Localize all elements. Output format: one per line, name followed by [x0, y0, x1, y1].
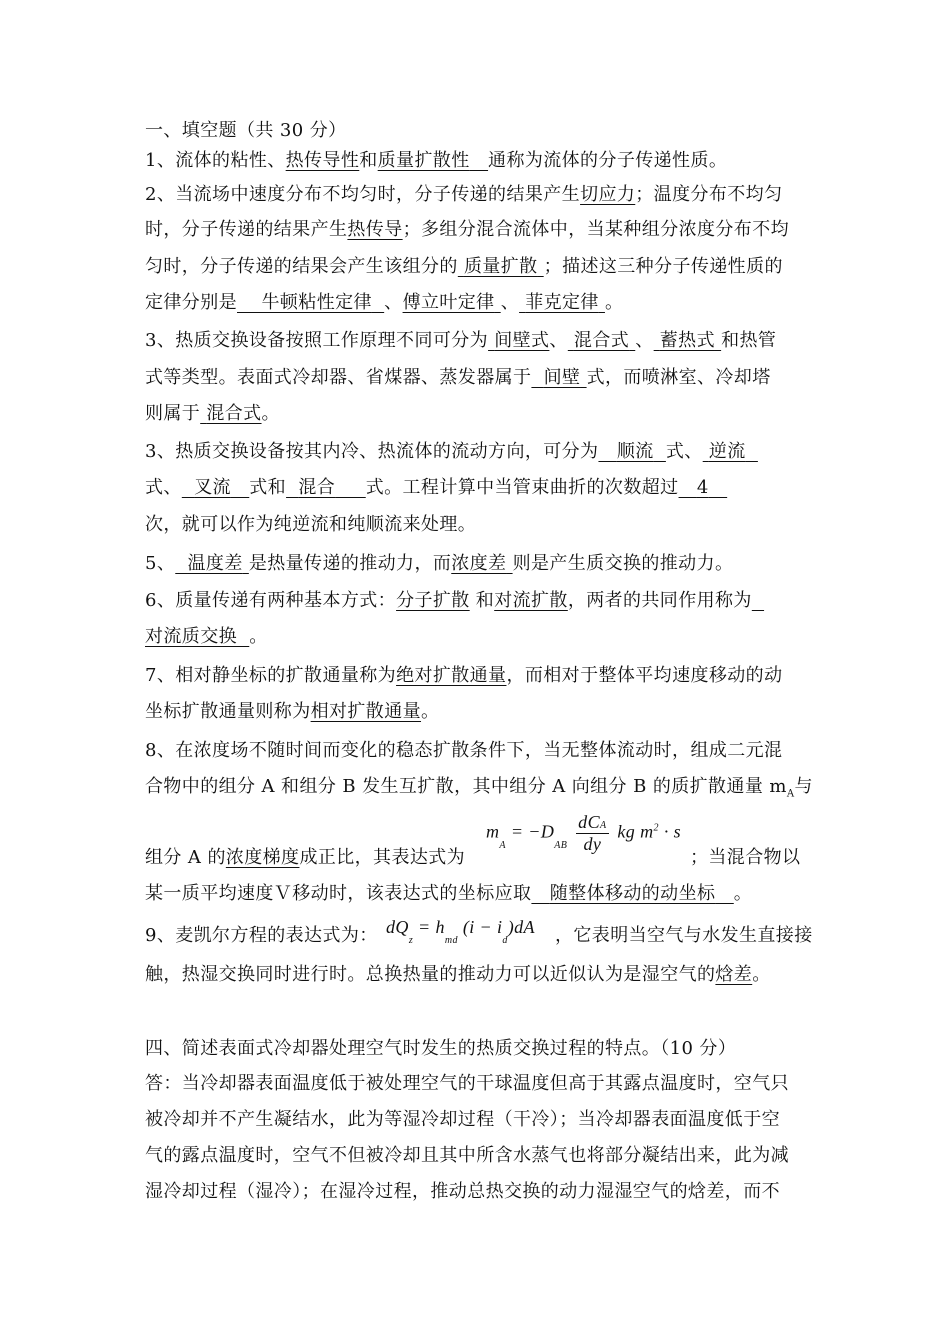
fraction-denominator: dy: [583, 834, 602, 854]
text: 答：当冷却器表面温度低于被处理空气的干球温度但高于其露点温度时，空气只: [145, 1073, 789, 1094]
answer-blank: 温度差: [187, 553, 243, 574]
answer-blank: 逆流: [708, 441, 746, 462]
text: 触，热湿交换同时进行时。总换热量的推动力可以近似认为是湿空气的: [145, 964, 716, 985]
formula-subscript: A: [499, 839, 506, 851]
question-8-line-3-tail: [690, 843, 800, 869]
question-6-line-1: [145, 586, 764, 612]
merkel-equation: [386, 917, 535, 946]
text: 。: [249, 626, 268, 647]
text: 湿冷却过程（湿冷）；在湿冷过程，推动总热交换的动力湿湿空气的焓差，而不: [145, 1181, 780, 1202]
answer-blank: 质量扩散性: [377, 150, 470, 171]
text: 。: [604, 292, 624, 313]
answer-blank: 傅立叶定律: [402, 292, 495, 313]
text: 、: [384, 292, 403, 313]
answer-blank: 浓度差: [451, 553, 507, 574]
question-7-line-2: [145, 697, 439, 723]
text: 3、热质交换设备按其内冷、热流体的流动方向，可分为: [145, 441, 599, 462]
answer-blank: 混合式: [206, 403, 262, 424]
text: ，而相对于整体平均速度移动的动: [506, 665, 783, 686]
text: 坐标扩散通量则称为: [145, 701, 311, 722]
formula-unit: · s: [663, 821, 682, 842]
text: 和: [359, 150, 378, 171]
text: 式、: [145, 477, 182, 498]
answer-blank: 焓差: [715, 964, 753, 985]
formula-subscript: AB: [554, 839, 568, 851]
question-2-line-2: [145, 215, 789, 241]
formula-term: (i − i: [462, 917, 503, 937]
answer-blank: 间壁式: [494, 330, 550, 351]
text: 。: [733, 883, 753, 904]
formula-exponent: 2: [653, 822, 659, 834]
text: ；温度分布不均匀: [635, 184, 783, 205]
subscript: A: [786, 788, 795, 800]
formula-symbol: m: [486, 821, 500, 842]
text: 、: [500, 292, 520, 313]
text: 被冷却并不产生凝结水，此为等湿冷却过程（干冷）；当冷却器表面温度低于空: [145, 1109, 780, 1130]
question-8-line-3: [145, 843, 465, 869]
answer-blank: 切应力: [580, 184, 636, 205]
formula-equals: = −D: [510, 821, 555, 842]
question-3b-line-3: [145, 510, 476, 536]
formula-symbol: dQ: [386, 917, 409, 937]
text: ，两者的共同作用称为: [567, 590, 752, 611]
answer-line-2: [145, 1105, 780, 1131]
formula-fraction: [576, 812, 608, 855]
answer-blank: 间壁: [543, 367, 581, 388]
text: ；当混合物以: [690, 847, 801, 868]
text: 则属于: [145, 403, 201, 424]
text: 式。工程计算中当管束曲折的次数超过: [365, 477, 679, 498]
text: 某一质平均速度Ｖ移动时，该表达式的坐标应取: [145, 883, 532, 904]
text: 则是产生质交换的推动力。: [512, 553, 734, 574]
text: 2、当流场中速度分布不均匀时，分子传递的结果产生: [145, 184, 581, 205]
question-7-line-1: [145, 661, 782, 687]
question-3b-line-2: [145, 473, 727, 499]
text: 5、: [145, 553, 176, 574]
question-2-line-1: [145, 180, 782, 206]
answer-blank: 对流质交换: [145, 626, 237, 647]
question-1: [145, 146, 727, 172]
text: 次，就可以作为纯逆流和纯顺流来处理。: [145, 514, 477, 535]
answer-blank: 混合式: [573, 330, 630, 351]
section-1-heading: [145, 116, 347, 142]
answer-blank: 热传导性: [285, 150, 360, 171]
question-8-line-1: [145, 736, 782, 762]
answer-blank: 叉流: [194, 477, 231, 498]
answer-line-1: [145, 1069, 789, 1095]
text: 定律分别是: [145, 292, 237, 313]
question-9-line-1: [145, 921, 378, 947]
text: 匀时，分子传递的结果会产生该组分的: [145, 256, 458, 277]
text: 式等类型。表面式冷却器、省煤器、蒸发器属于: [145, 367, 532, 388]
answer-blank: 混合: [298, 477, 336, 498]
formula-term: )dA: [507, 917, 535, 937]
text: 组分 A 的: [145, 847, 226, 868]
question-3b-line-1: [145, 437, 758, 463]
text: 。: [421, 701, 440, 722]
answer-line-3: [145, 1141, 789, 1167]
question-3a-line-2: [145, 363, 771, 389]
text: 气的露点温度时，空气不但被冷却且其中所含水蒸气也将部分凝结出来，此为减: [145, 1145, 789, 1166]
text: ；描述这三种分子传递性质的: [543, 256, 783, 277]
diffusion-formula: [486, 812, 681, 855]
text: 与: [794, 776, 813, 797]
question-8-line-4: [145, 879, 752, 905]
answer-blank: 对流扩散: [494, 590, 568, 611]
question-2-line-4: [145, 288, 623, 314]
formula-subscript: A: [599, 820, 607, 831]
text: 和: [475, 590, 495, 611]
text: 通称为流体的分子传递性质。: [488, 150, 728, 171]
section-4-heading: [145, 1034, 736, 1060]
question-3a-line-3: [145, 399, 280, 425]
text: 3、热质交换设备按照工作原理不同可分为: [145, 330, 489, 351]
formula-unit: kg m: [617, 821, 654, 842]
question-9-line-2: [145, 960, 771, 986]
answer-blank: 随整体移动的动坐标: [549, 883, 716, 904]
text: 式和: [249, 477, 287, 498]
text: 6、质量传递有两种基本方式：: [145, 590, 397, 611]
formula-subscript: d: [502, 935, 508, 946]
answer-line-4: [145, 1177, 780, 1203]
formula-equals: = h: [418, 917, 445, 937]
text: 1、流体的粘性、: [145, 150, 286, 171]
text: 、: [549, 330, 568, 351]
text: 时，分子传递的结果产生: [145, 219, 348, 240]
question-9-line-1-tail: [555, 921, 813, 947]
formula-subscript: md: [444, 935, 458, 946]
question-3a-line-1: [145, 326, 776, 352]
question-6-line-2: [145, 622, 268, 648]
answer-blank: 浓度梯度: [225, 847, 300, 868]
fraction-numerator: dC: [578, 812, 600, 832]
text: 9、麦凯尔方程的表达式为：: [145, 925, 378, 946]
heading-text: 一、填空题（共 30 分）: [145, 120, 347, 141]
answer-blank: 蓄热式: [659, 330, 715, 351]
text: 合物中的组分 A 和组分 B 发生互扩散，其中组分 A 向组分 B 的质扩散通量 m: [145, 776, 787, 797]
answer-blank: 牛顿粘性定律: [261, 292, 372, 313]
question-2-line-3: [145, 252, 783, 278]
question-5: [145, 549, 733, 575]
answer-blank: 热传导: [347, 219, 403, 240]
text: 式，而喷淋室、冷却塔: [586, 367, 771, 388]
text: ；多组分混合流体中，当某种组分浓度分布不均: [402, 219, 790, 240]
answer-blank: 质量扩散: [463, 256, 538, 277]
answer-blank: 顺流: [616, 441, 654, 462]
text: 和热管: [721, 330, 777, 351]
text: ，它表明当空气与水发生直接接: [555, 925, 813, 946]
formula-subscript: z: [408, 935, 414, 946]
text: 8、在浓度场不随时间而变化的稳态扩散条件下，当无整体流动时，组成二元混: [145, 740, 783, 761]
answer-blank: 4: [696, 477, 709, 498]
answer-blank: 绝对扩散通量: [396, 665, 507, 686]
text: 是热量传递的推动力，而: [248, 553, 452, 574]
answer-blank: 相对扩散通量: [310, 701, 422, 722]
question-8-line-2: [145, 772, 813, 800]
text: 7、相对静坐标的扩散通量称为: [145, 665, 397, 686]
text: 。: [752, 964, 771, 985]
text: 式、: [665, 441, 703, 462]
heading-text: 四、简述表面式冷却器处理空气时发生的热质交换过程的特点。（10 分）: [145, 1038, 737, 1059]
text: 。: [261, 403, 280, 424]
answer-blank: 菲克定律: [525, 292, 599, 313]
text: 成正比，其表达式为: [299, 847, 466, 868]
text: 、: [635, 330, 654, 351]
answer-blank: 分子扩散: [396, 590, 470, 611]
